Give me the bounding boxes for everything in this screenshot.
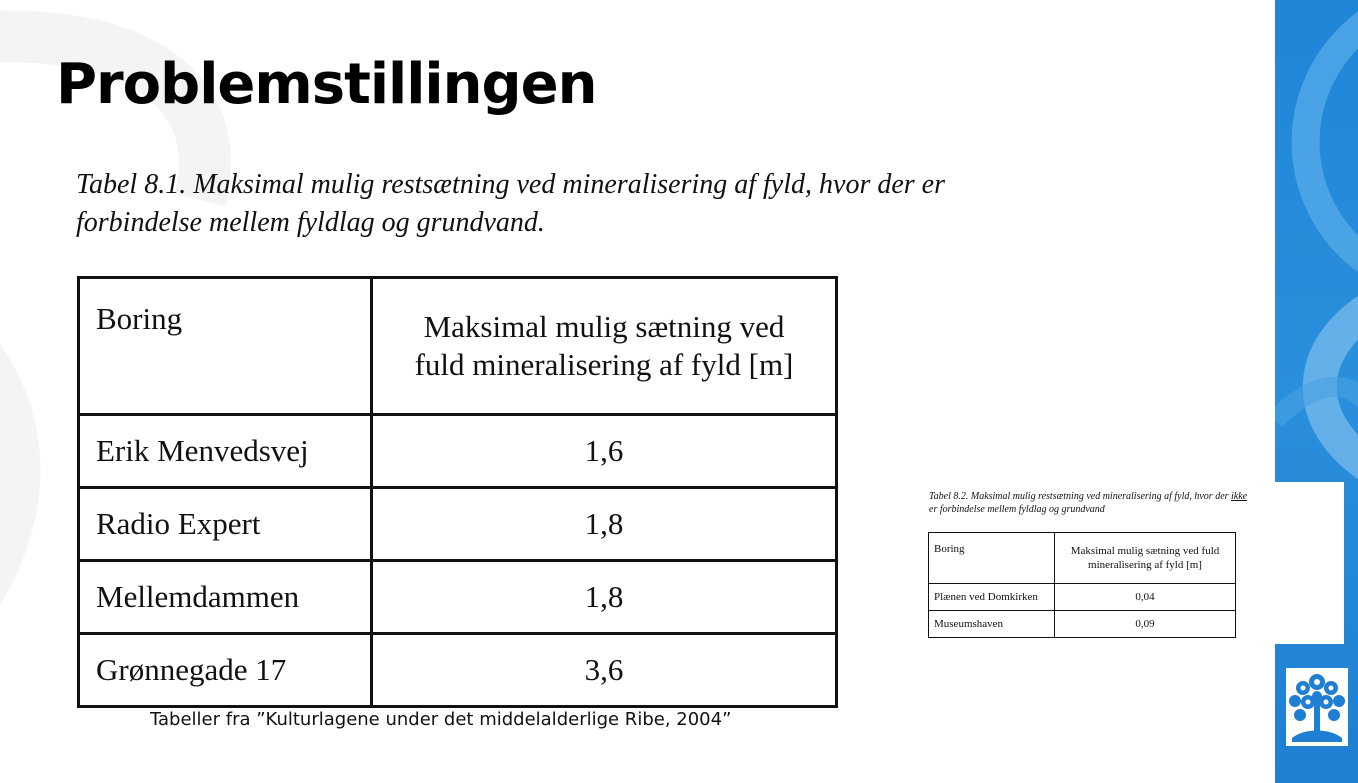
value-cell: 1,6 (372, 415, 837, 488)
caption-text: er forbindelse mellem fyldlag og grundvand (929, 504, 1105, 515)
table2-caption (929, 490, 1339, 516)
tree-crest-icon (1286, 668, 1348, 746)
boring-cell: Museumshaven (929, 611, 1055, 638)
table2-header-boring: Boring (929, 533, 1055, 584)
table-row (79, 488, 837, 561)
side-decoration-band (1275, 0, 1358, 783)
table1-header-value (372, 278, 837, 415)
value-cell: 3,6 (372, 634, 837, 707)
boring-cell: Erik Menvedsvej (79, 415, 372, 488)
table2-header-value (1055, 533, 1236, 584)
table-row (79, 561, 837, 634)
header-line: Maksimal mulig sætning ved (423, 309, 785, 344)
value-cell: 0,04 (1055, 584, 1236, 611)
table-row (929, 611, 1236, 638)
boring-cell: Radio Expert (79, 488, 372, 561)
table2-card (918, 482, 1344, 644)
source-note: Tabeller fra ”Kulturlagene under det middelalderlige Ribe, 2004” (150, 709, 732, 730)
table-row (79, 415, 837, 488)
table1-header-boring: Boring (79, 278, 372, 415)
boring-cell: Grønnegade 17 (79, 634, 372, 707)
table-row (929, 584, 1236, 611)
boring-cell: Mellemdammen (79, 561, 372, 634)
table1 (77, 276, 838, 708)
caption-text: Tabel 8.2. Maksimal mulig restsætning ved mineralisering af fyld, hvor der (929, 491, 1232, 502)
value-cell: 1,8 (372, 561, 837, 634)
slide-title: Problemstillingen (56, 52, 597, 117)
value-cell: 1,8 (372, 488, 837, 561)
table1-caption-line: Tabel 8.1. Maksimal mulig restsætning ved mineralisering af fyld, hvor der er (76, 169, 945, 200)
header-line: mineralisering af fyld [m] (1088, 559, 1202, 571)
table1-caption-line: forbindelse mellem fyldlag og grundvand. (76, 207, 545, 238)
value-cell: 0,09 (1055, 611, 1236, 638)
header-line: Maksimal mulig sætning ved fuld (1070, 545, 1220, 557)
table2-header-row (929, 533, 1236, 584)
table1-caption (76, 166, 1136, 242)
table2 (928, 532, 1236, 638)
table-row (79, 634, 837, 707)
boring-cell: Plænen ved Domkirken (929, 584, 1055, 611)
caption-emphasis: ikke (1231, 491, 1248, 502)
header-line: fuld mineralisering af fyld [m] (414, 347, 794, 382)
table1-header-row (79, 278, 837, 415)
